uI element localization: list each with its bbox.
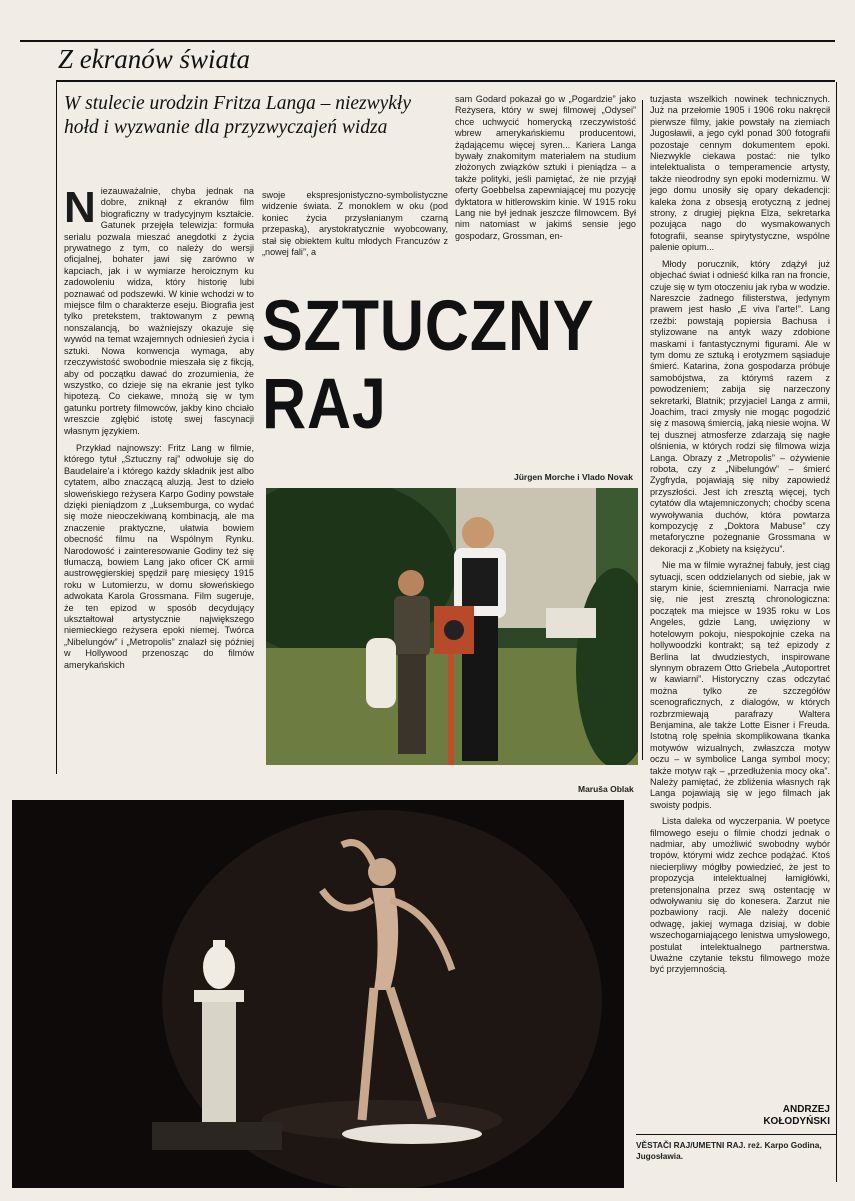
author-signature: [650, 1104, 830, 1128]
paragraph: Przykład najnowszy: Fritz Lang w filmie, którego tytuł „Sztuczny raj” odwołuje się do Baudelaire'a i którego każdy składnik jest albo cytatem, albo znaczącą aluzją. Jest to dzieło słoweńskiego reżysera Karpo Godiny powstałe dzięki pieniądzom z „Luksemburga, co wydać się może nieoczekiwaną kombinacją, ale ma znaczenie praktyczne, ułatwia bowiem obecność filmu na Wspólnym Rynku. Narodowość i zainteresowanie Godiny też się tłumaczą, bowiem Lang jako oficer CK armii austrowęgierskiej spędził parę miesięcy 1915 roku w Lutomierzu, w domu słoweńskiego adwokata Karola Grossmana. Film sugeruje, że ten epizod w sposób decydujący ukształtował artystycznie największego niemieckiego reżysera epoki niemej. Twórca „Nibelungów” i „Metropolis” znalazł się później w Hollywood przenosząc do filmów amerykańskich: [64, 442, 254, 670]
photo-credit-top: Jürgen Morche i Vlado Novak: [513, 472, 633, 482]
paragraph: tuzjasta wszelkich nowinek technicznych. Już na przełomie 1905 i 1906 roku nakręcił pierwsze filmy, jakie powstały na ziemiach Jugosławii, a jego cykl ponad 300 fotografii pozostaje cennym dokumentem epoki. Niezwykle ciekawa postać: nie tylko intelektualista o temperamencie artysty, także nieodrodny syn epoki modernizmu. W jego domu unosiły się opary dekadencji: kaleka żona z obsesją erotyczną z jednej strony, z drugiej piękna Elza, sekretarka pozująca nago do wysmakowanych fotografii, seanse spirytystyczne, wspólne palenie opium...: [650, 94, 830, 253]
top-rule: [20, 40, 835, 42]
film-still-photo: [266, 488, 638, 765]
nude-figure-illustration: [12, 800, 624, 1188]
caption-rule: [636, 1134, 836, 1135]
section-rule: [56, 80, 835, 82]
film-still-illustration: [266, 488, 638, 765]
article-column-4: [650, 94, 830, 976]
paragraph: Młody porucznik, który zdążył już objechać świat i odnieść kilka ran na froncie, czuje się w tym otoczeniu jak ryba w wodzie. Nareszcie żadnego filisterstwa, jedynym prawem jest hasło „E viva l'arte!”. Lang rzeźbi: powstają popiersia Bachusa i stylizowane na antyk wazy zdobione maskami i fantastycznymi figurami. Ale w tym domu ze sztuką i erotyzmem sąsiaduje śmierć. Katarina, żona gospodarza próbuje samobójstwa, za którymś razem z powodzeniem; zabija się narzeczony sekretarki, Blatnik; przyjaciel Langa z armii, Joachim, traci zmysły nie mogąc pogodzić się z masową śmiercią, jaką niesie wojna. W tej dusznej atmosferze zdarzają się nagłe olśnienia, w których rodzi się filmowa wizja Langa. Obrazy z „Metropolis” – ożywienie robota, czy z „Nibelungów” – śmierć Zygfryda, pojawiają się niby zapowiedź przyszłości. Jest ich zresztą więcej, tych cytatów dla wtajemniczonych; choćby scena wywoływania duchów, która powtarza kompozycję z „Doktora Mabuse” czy metaforyczne pożegnanie Grossmana w dekoracji z „Kobiety na księżycu”.: [650, 258, 830, 554]
left-vertical-rule: [56, 82, 57, 774]
article-column-2: [262, 190, 448, 258]
article-column-3: [455, 94, 636, 242]
film-still-photo-2: [12, 800, 624, 1188]
paragraph: Lista daleka od wyczerpania. W poetyce filmowego eseju o filmie chodzi jednak o nadmiar, aby umożliwić swobodny wybór tropów, którymi widz zechce podążać. Ktoś niecierpliwy mógłby powiedzieć, że jest to propozycja intelektualnej łamigłówki, pretensjonalna przez swą ostentację w odwoływaniu się do konesera. Zarzut nie pozbawiony racji. Ale należy docenić odwagę, jakiej wymaga dzisiaj, w dobie wszechogarniającego lenistwa umysłowego, postulat intelektualnego partnerstwa. Uważne czytanie tekstu filmowego może być przyjemnością.: [650, 816, 830, 975]
paragraph: iezauważalnie, chyba jednak na dobre, zniknął z ekranów film biograficzny w tradycyjnym kształcie. Gatunek przejęła telewizja: formuła serialu pozwala mieszać anegdotki z życia prywatnego z tym, co należy do wersji oficjalnej, bohater jawi się zarówno w kapciach, jak i w wymiarze heroicznym ku zadowoleniu widza, który historię lubi poznawać od podszewki. W kinie wchodzi w to miejsce film o charakterze eseju. Biografia jest tylko pretekstem, traktowanym z pewną nonszalancją, bo ważniejszy okazuje się wywód na temat wzajemnych odniesień życia i sztuki. Nowa konwencja wymaga, aby rzeczywistość swobodnie mieszała się z fikcją, aby od początku dawać do zrozumienia, że wszystko, co dzieje się na ekranie jest tylko hipotezą. Co ciekawe, mnożą się w tym gatunku portrety filmowców, jakby kino chciało wreszcie zgłębić istotę swej fascynacji własnym językiem.: [64, 186, 254, 436]
headline-line-1: SZTUCZNY: [262, 287, 595, 366]
col4-rule: [642, 100, 643, 760]
headline-line-2: RAJ: [262, 365, 387, 444]
article-subtitle: W stulecie urodzin Fritza Langa – niezwykły hołd i wyzwanie dla przyzwyczajeń widza: [64, 93, 411, 138]
paragraph: sam Godard pokazał go w „Pogardzie” jako Reżysera, który w swej filmowej „Odysei” chce uchwycić homerycką rzeczywistość wbrew amerykańskiemu producentowi, żądającemu więcej syren... Kariera Langa bywały znakomitym materiałem na studium złożonych związków sztuki i pieniądza – a także polityki, jeśli pamiętać, że nie przyjął oferty Goebbelsa zapewniającej mu pozycję dyktatora w hitlerowskim kinie. W 1915 roku Lang nie był jednak jeszcze filmowcem. Był nim natomiast w jakimś sensie jego gospodarz, Grossman, en-: [455, 94, 636, 241]
paragraph: swoje ekspresjonistyczno-symbolistyczne widzenie świata. Z monoklem w oku (pod koniec życia przysłanianym czarną przepaską), arystokratycznie wyobcowany, stał się obiektem kultu młodych Francuzów z „nowej fali”, a: [262, 190, 448, 258]
section-title: Z ekranów świata: [58, 44, 251, 74]
photo-credit-bottom: Maruša Oblak: [578, 784, 634, 794]
headline: [262, 288, 595, 444]
author-first-name: ANDRZEJ: [782, 1104, 830, 1115]
drop-cap: N: [64, 183, 96, 232]
photo-caption: VĚSTAČI RAJ/UMETNI RAJ. reż. Karpo Godina, Jugosławia.: [636, 1140, 822, 1161]
paragraph: Nie ma w filmie wyraźnej fabuły, jest ciąg sytuacji, scen oddzielanych od siebie, jak w starym kinie, ściemnieniami. Narracja rwie się, nie jest zresztą chronologiczna: początek ma miejsce w 1935 roku w Los Angeles, gdzie Lang, uwięziony w hotelowym pokoju, niespokojnie czeka na hollywoodzki kontrakt; są też epizody z Berlina lat dwudziestych, inspirowane słynnym obrazem Otto Griebela „Autoportret w kawiarni”. Historyczny czas odczytać można tylko ze szczegółów scenograficznych, z dialogów, w których rozbrzmiewają parafrazy Waltera Benjamina, ale także Lotte Eisner i Freuda. Istotną rolę spełnia skomplikowana tkanka motywów wizualnych, zwłaszcza motyw oczu – w symbolice Langa symbol mocy; także motyw rąk – „przedłużenia mocy oka”. Należy pamiętać, że zbliżenia własnych rąk Langa pojawiają się w jego filmach jak swoisty podpis.: [650, 560, 830, 810]
author-last-name: KOŁODYŃSKI: [763, 1116, 830, 1127]
article-column-1: [64, 183, 254, 671]
right-vertical-rule: [836, 82, 837, 1182]
